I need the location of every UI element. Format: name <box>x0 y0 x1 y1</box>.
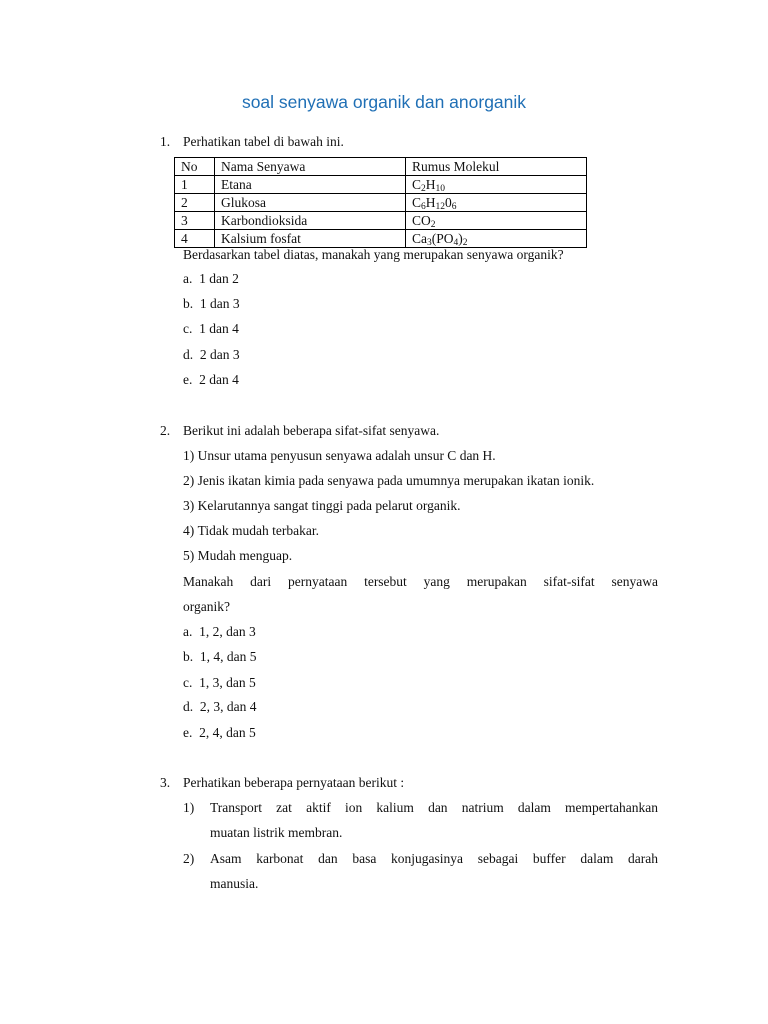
row-name: Glukosa <box>215 194 406 212</box>
row-no: 1 <box>175 176 215 194</box>
header-formula: Rumus Molekul <box>406 158 587 176</box>
option-e <box>183 725 256 741</box>
option-e <box>183 372 239 388</box>
option-letter: a. <box>183 624 193 639</box>
option-letter: c. <box>183 675 193 690</box>
statement-4: 4) Tidak mudah terbakar. <box>183 523 319 538</box>
row-name: Etana <box>215 176 406 194</box>
statement-num: 2) <box>183 851 195 866</box>
option-letter: b. <box>183 649 194 664</box>
question-3-number: 3. <box>160 775 171 790</box>
option-text: 2, 4, dan 5 <box>199 725 256 740</box>
table-row <box>175 230 587 248</box>
table-row <box>175 212 587 230</box>
statement-3: 3) Kelarutannya sangat tinggi pada pelarut organik. <box>183 498 461 513</box>
option-b <box>183 649 257 665</box>
statement-2-line1: Asam karbonat dan basa konjugasinya sebagai buffer dalam darah <box>210 851 658 866</box>
statement-num: 1) <box>183 800 195 815</box>
statement-2-line2: manusia. <box>210 876 259 891</box>
option-text: 2 dan 3 <box>199 347 240 362</box>
question-2-text-line2: organik? <box>183 599 230 614</box>
row-formula: $C_2H_{10}$ <box>406 176 587 194</box>
option-text: 1 dan 4 <box>199 321 239 336</box>
option-d <box>183 699 257 715</box>
option-d <box>183 347 240 363</box>
option-letter: d. <box>183 347 194 362</box>
row-name: Karbondioksida <box>215 212 406 230</box>
option-letter: e. <box>183 725 193 740</box>
option-text: 1, 2, dan 3 <box>199 624 256 639</box>
option-b <box>183 296 240 312</box>
statement-5: 5) Mudah menguap. <box>183 548 293 563</box>
compound-table <box>174 157 587 248</box>
option-text: 1 dan 3 <box>199 296 240 311</box>
row-no: 4 <box>175 230 215 248</box>
option-letter: b. <box>183 296 194 311</box>
table-row <box>175 176 587 194</box>
question-1-number: 1. <box>160 134 171 149</box>
question-3-prompt: Perhatikan beberapa pernyataan berikut : <box>183 775 405 790</box>
option-text: 1 dan 2 <box>199 271 239 286</box>
header-name: Nama Senyawa <box>215 158 406 176</box>
option-text: 2, 3, dan 4 <box>199 699 257 714</box>
statement-1-line1: Transport zat aktif ion kalium dan natrium dalam mempertahankan <box>210 800 658 815</box>
option-a <box>183 624 256 640</box>
row-name: Kalsium fosfat <box>215 230 406 248</box>
header-no: No <box>175 158 215 176</box>
option-a <box>183 271 239 287</box>
row-formula: $C_6H_{12}0_6$ <box>406 194 587 212</box>
row-no: 2 <box>175 194 215 212</box>
question-2-prompt: Berikut ini adalah beberapa sifat-sifat senyawa. <box>183 423 440 438</box>
table-row <box>175 194 587 212</box>
question-2-number: 2. <box>160 423 171 438</box>
table-header-row <box>175 158 587 176</box>
row-formula: $Ca_3(PO_4)_2$ <box>406 230 587 248</box>
option-c <box>183 321 239 337</box>
question-2-text-line1: Manakah dari pernyataan tersebut yang merupakan sifat-sifat senyawa <box>183 574 658 589</box>
option-text: 1, 4, dan 5 <box>199 649 257 664</box>
option-c <box>183 675 256 691</box>
option-letter: e. <box>183 372 193 387</box>
question-1-prompt: Perhatikan tabel di bawah ini. <box>183 134 344 149</box>
option-letter: d. <box>183 699 194 714</box>
page-title: soal senyawa organik dan anorganik <box>241 92 527 112</box>
option-text: 2 dan 4 <box>199 372 239 387</box>
option-letter: a. <box>183 271 193 286</box>
row-no: 3 <box>175 212 215 230</box>
statement-1: 1) Unsur utama penyusun senyawa adalah unsur C dan H. <box>183 448 496 463</box>
row-formula: $CO_2$ <box>406 212 587 230</box>
statement-2: 2) Jenis ikatan kimia pada senyawa pada umumnya merupakan ikatan ionik. <box>183 473 595 488</box>
option-letter: c. <box>183 321 193 336</box>
statement-1-line2: muatan listrik membran. <box>210 825 343 840</box>
question-1-text: Berdasarkan tabel diatas, manakah yang merupakan senyawa organik? <box>183 247 564 262</box>
option-text: 1, 3, dan 5 <box>199 675 256 690</box>
